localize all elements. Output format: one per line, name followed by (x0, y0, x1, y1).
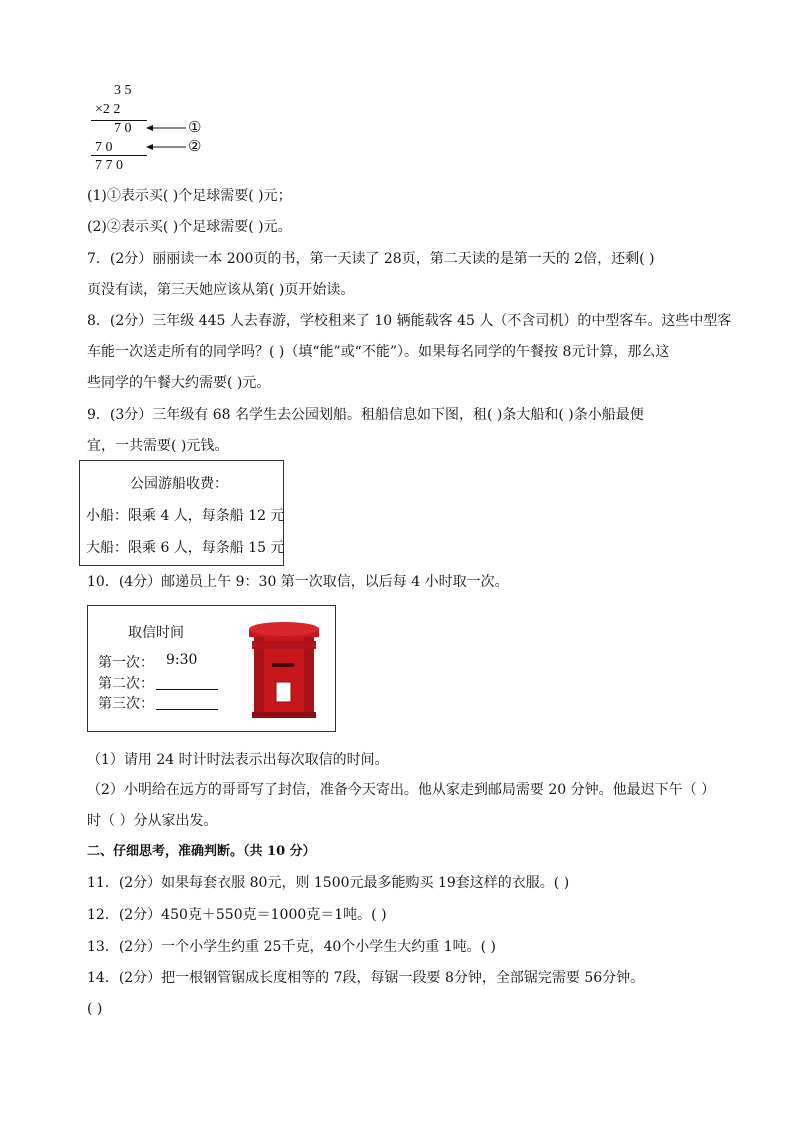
calc-row-3: 7 0 (114, 121, 132, 136)
q12: 12．(2分）450克＋550克＝1000克＝1吨。( ) (87, 907, 387, 923)
calc-row-1: 3 5 (114, 83, 132, 98)
q8-line1: 8．(2分）三年级 445 人去春游，学校租来了 10 辆能载客 45 人（不含司机）的中型客车。这些中型客 (87, 313, 732, 329)
mail-third-label: 第三次： (98, 696, 154, 712)
mail-third-blank (156, 709, 218, 710)
q14-line2: ( ) (87, 1001, 103, 1017)
arrow-2-icon (146, 141, 188, 153)
q10-line1: 10．(4分）邮递员上午 9：30 第一次取信，以后每 4 小时取一次。 (87, 574, 509, 590)
mail-box-title: 取信时间 (128, 625, 184, 641)
mail-first-label: 第一次： (98, 655, 154, 671)
mail-first-value: 9:30 (166, 652, 198, 668)
calc-line-2 (91, 155, 147, 156)
q7-line1: 7．(2分）丽丽读一本 200页的书，第一天读了 28页，第二天读的是第一天的 2倍，还剩( ) (87, 251, 655, 267)
mark-1: ① (188, 118, 202, 136)
q10-sub2-line2: 时（ ）分从家出发。 (87, 813, 218, 829)
boat-box-small: 小船：限乘 4 人，每条船 12 元 (86, 508, 285, 524)
q9-line2: 宜，一共需要( )元钱。 (87, 438, 229, 454)
boat-price-box (79, 460, 284, 566)
q8-line2: 车能一次送走所有的同学吗？( )（填“能”或“不能”）。如果每名同学的午餐按 8元计算，那么这 (87, 344, 670, 360)
q6-sub1: (1)①表示买( )个足球需要( )元； (87, 188, 292, 204)
q10-sub2-line1: （2）小明给在远方的哥哥写了封信，准备今天寄出。他从家走到邮局需要 20 分钟。他最迟下午（ ） (87, 782, 716, 798)
q8-line3: 些同学的午餐大约需要( )元。 (87, 375, 271, 391)
mailbox-icon (246, 620, 322, 720)
mark-2: ② (188, 137, 202, 155)
mail-time-box (87, 605, 336, 732)
q11: 11．(2分）如果每套衣服 80元，则 1500元最多能购买 19套这样的衣服。( ) (87, 875, 570, 891)
calc-row-2: ×2 2 (95, 102, 121, 117)
arrow-1-icon (146, 122, 188, 134)
q14-line1: 14．(2分）把一根钢管锯成长度相等的 7段，每锯一段要 8分钟，全部锯完需要 56分钟。 (87, 970, 645, 986)
mail-second-blank (156, 689, 218, 690)
boat-box-title: 公园游船收费： (130, 476, 228, 492)
section-2-heading: 二、仔细思考，准确判断。（共 10 分） (87, 844, 316, 859)
q10-sub1: （1）请用 24 时计时法表示出每次取信的时间。 (87, 752, 389, 768)
q9-line1: 9．(3分）三年级有 68 名学生去公园划船。租船信息如下图，租( )条大船和( )条小船最便 (87, 407, 644, 423)
boat-box-large: 大船：限乘 6 人，每条船 15 元 (86, 540, 285, 556)
q6-sub2: (2)②表示买( )个足球需要( )元。 (87, 219, 292, 235)
q13: 13．(2分）一个小学生约重 25千克，40个小学生大约重 1吨。( ) (87, 939, 496, 955)
calc-row-4: 7 0 (95, 140, 113, 155)
mail-second-label: 第二次： (98, 676, 154, 692)
q7-line2: 页没有读，第三天她应该从第( )页开始读。 (87, 282, 355, 298)
calc-row-5: 7 7 0 (95, 158, 123, 173)
